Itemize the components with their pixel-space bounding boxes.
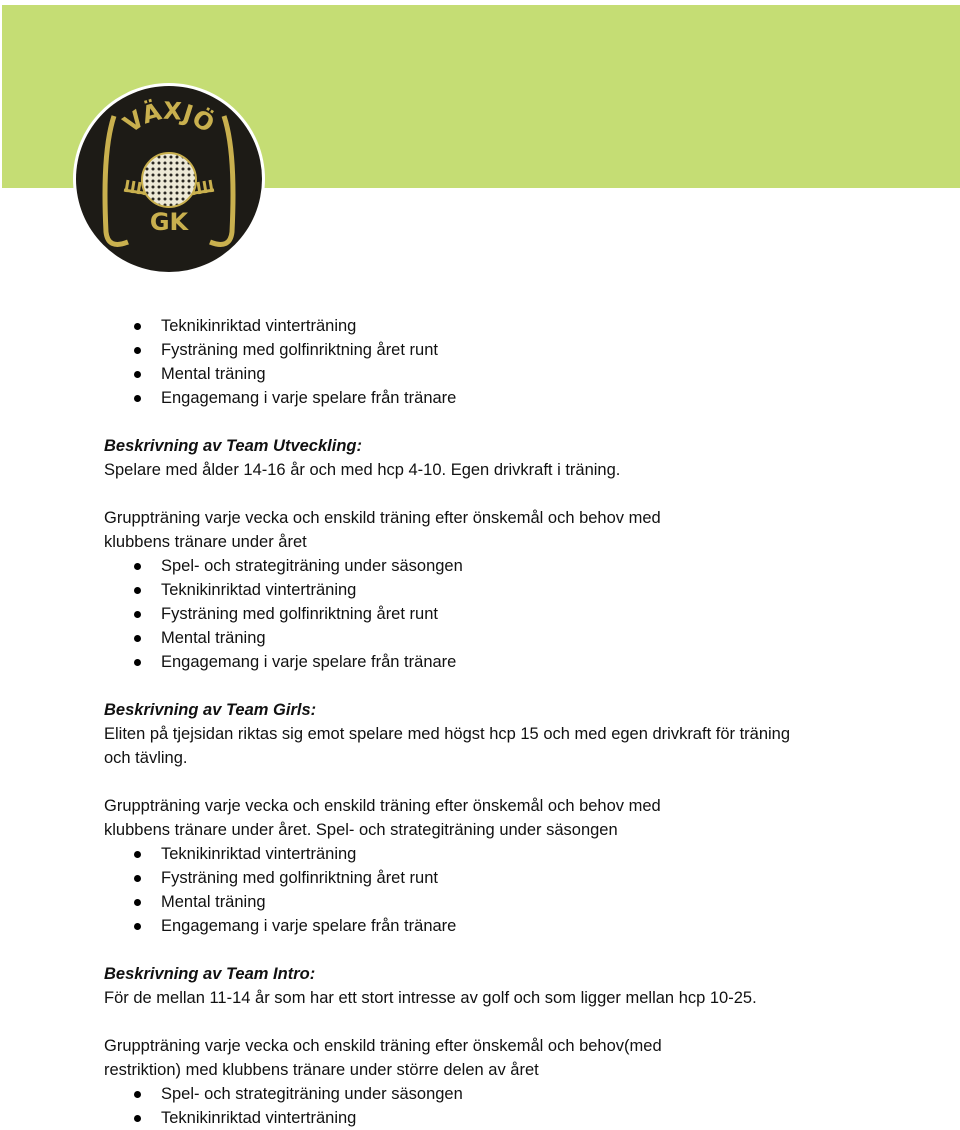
section-description: Spelare med ålder 14-16 år och med hcp 4-10. Egen drivkraft i träning. xyxy=(104,461,621,479)
vaxjo-gk-logo xyxy=(72,82,266,276)
logo-text-top: VÄXJÖ xyxy=(118,96,220,139)
list-item: Fysträning med golfinriktning året runt xyxy=(161,602,438,626)
list-item: Mental träning xyxy=(161,626,266,650)
training-text: klubbens tränare under året. Spel- och strategiträning under säsongen xyxy=(104,821,618,839)
list-item: Fysträning med golfinriktning året runt xyxy=(161,866,438,890)
list-item: Mental träning xyxy=(161,890,266,914)
training-text: Gruppträning varje vecka och enskild träning efter önskemål och behov(med xyxy=(104,1037,662,1055)
list-item: Fysträning med golfinriktning året runt xyxy=(161,338,438,362)
training-text: restriktion) med klubbens tränare under större delen av året xyxy=(104,1061,539,1079)
training-text: Gruppträning varje vecka och enskild träning efter önskemål och behov med xyxy=(104,797,661,815)
list-item: Teknikinriktad vinterträning xyxy=(161,314,356,338)
section-heading-team-girls: Beskrivning av Team Girls: xyxy=(104,701,317,719)
list-item: Mental träning xyxy=(161,362,266,386)
section-description: och tävling. xyxy=(104,749,188,767)
section-description: Eliten på tjejsidan riktas sig emot spelare med högst hcp 15 och med egen drivkraft för träning xyxy=(104,725,791,743)
section-description: För de mellan 11-14 år som har ett stort intresse av golf och som ligger mellan hcp 10-25. xyxy=(104,989,757,1007)
logo-text-bottom: GK xyxy=(149,208,189,236)
section-heading-team-intro: Beskrivning av Team Intro: xyxy=(104,965,316,983)
list-item: Teknikinriktad vinterträning xyxy=(161,842,356,866)
list-item: Engagemang i varje spelare från tränare xyxy=(161,650,456,674)
section-heading-team-utveckling: Beskrivning av Team Utveckling: xyxy=(104,437,362,455)
list-item: Spel- och strategiträning under säsongen xyxy=(161,1082,463,1106)
list-item: Spel- och strategiträning under säsongen xyxy=(161,554,463,578)
training-text: Gruppträning varje vecka och enskild träning efter önskemål och behov med xyxy=(104,509,661,527)
list-item: Engagemang i varje spelare från tränare xyxy=(161,386,456,410)
training-text: klubbens tränare under året xyxy=(104,533,307,551)
list-item: Teknikinriktad vinterträning xyxy=(161,578,356,602)
list-item: Engagemang i varje spelare från tränare xyxy=(161,914,456,938)
list-item: Teknikinriktad vinterträning xyxy=(161,1106,356,1130)
